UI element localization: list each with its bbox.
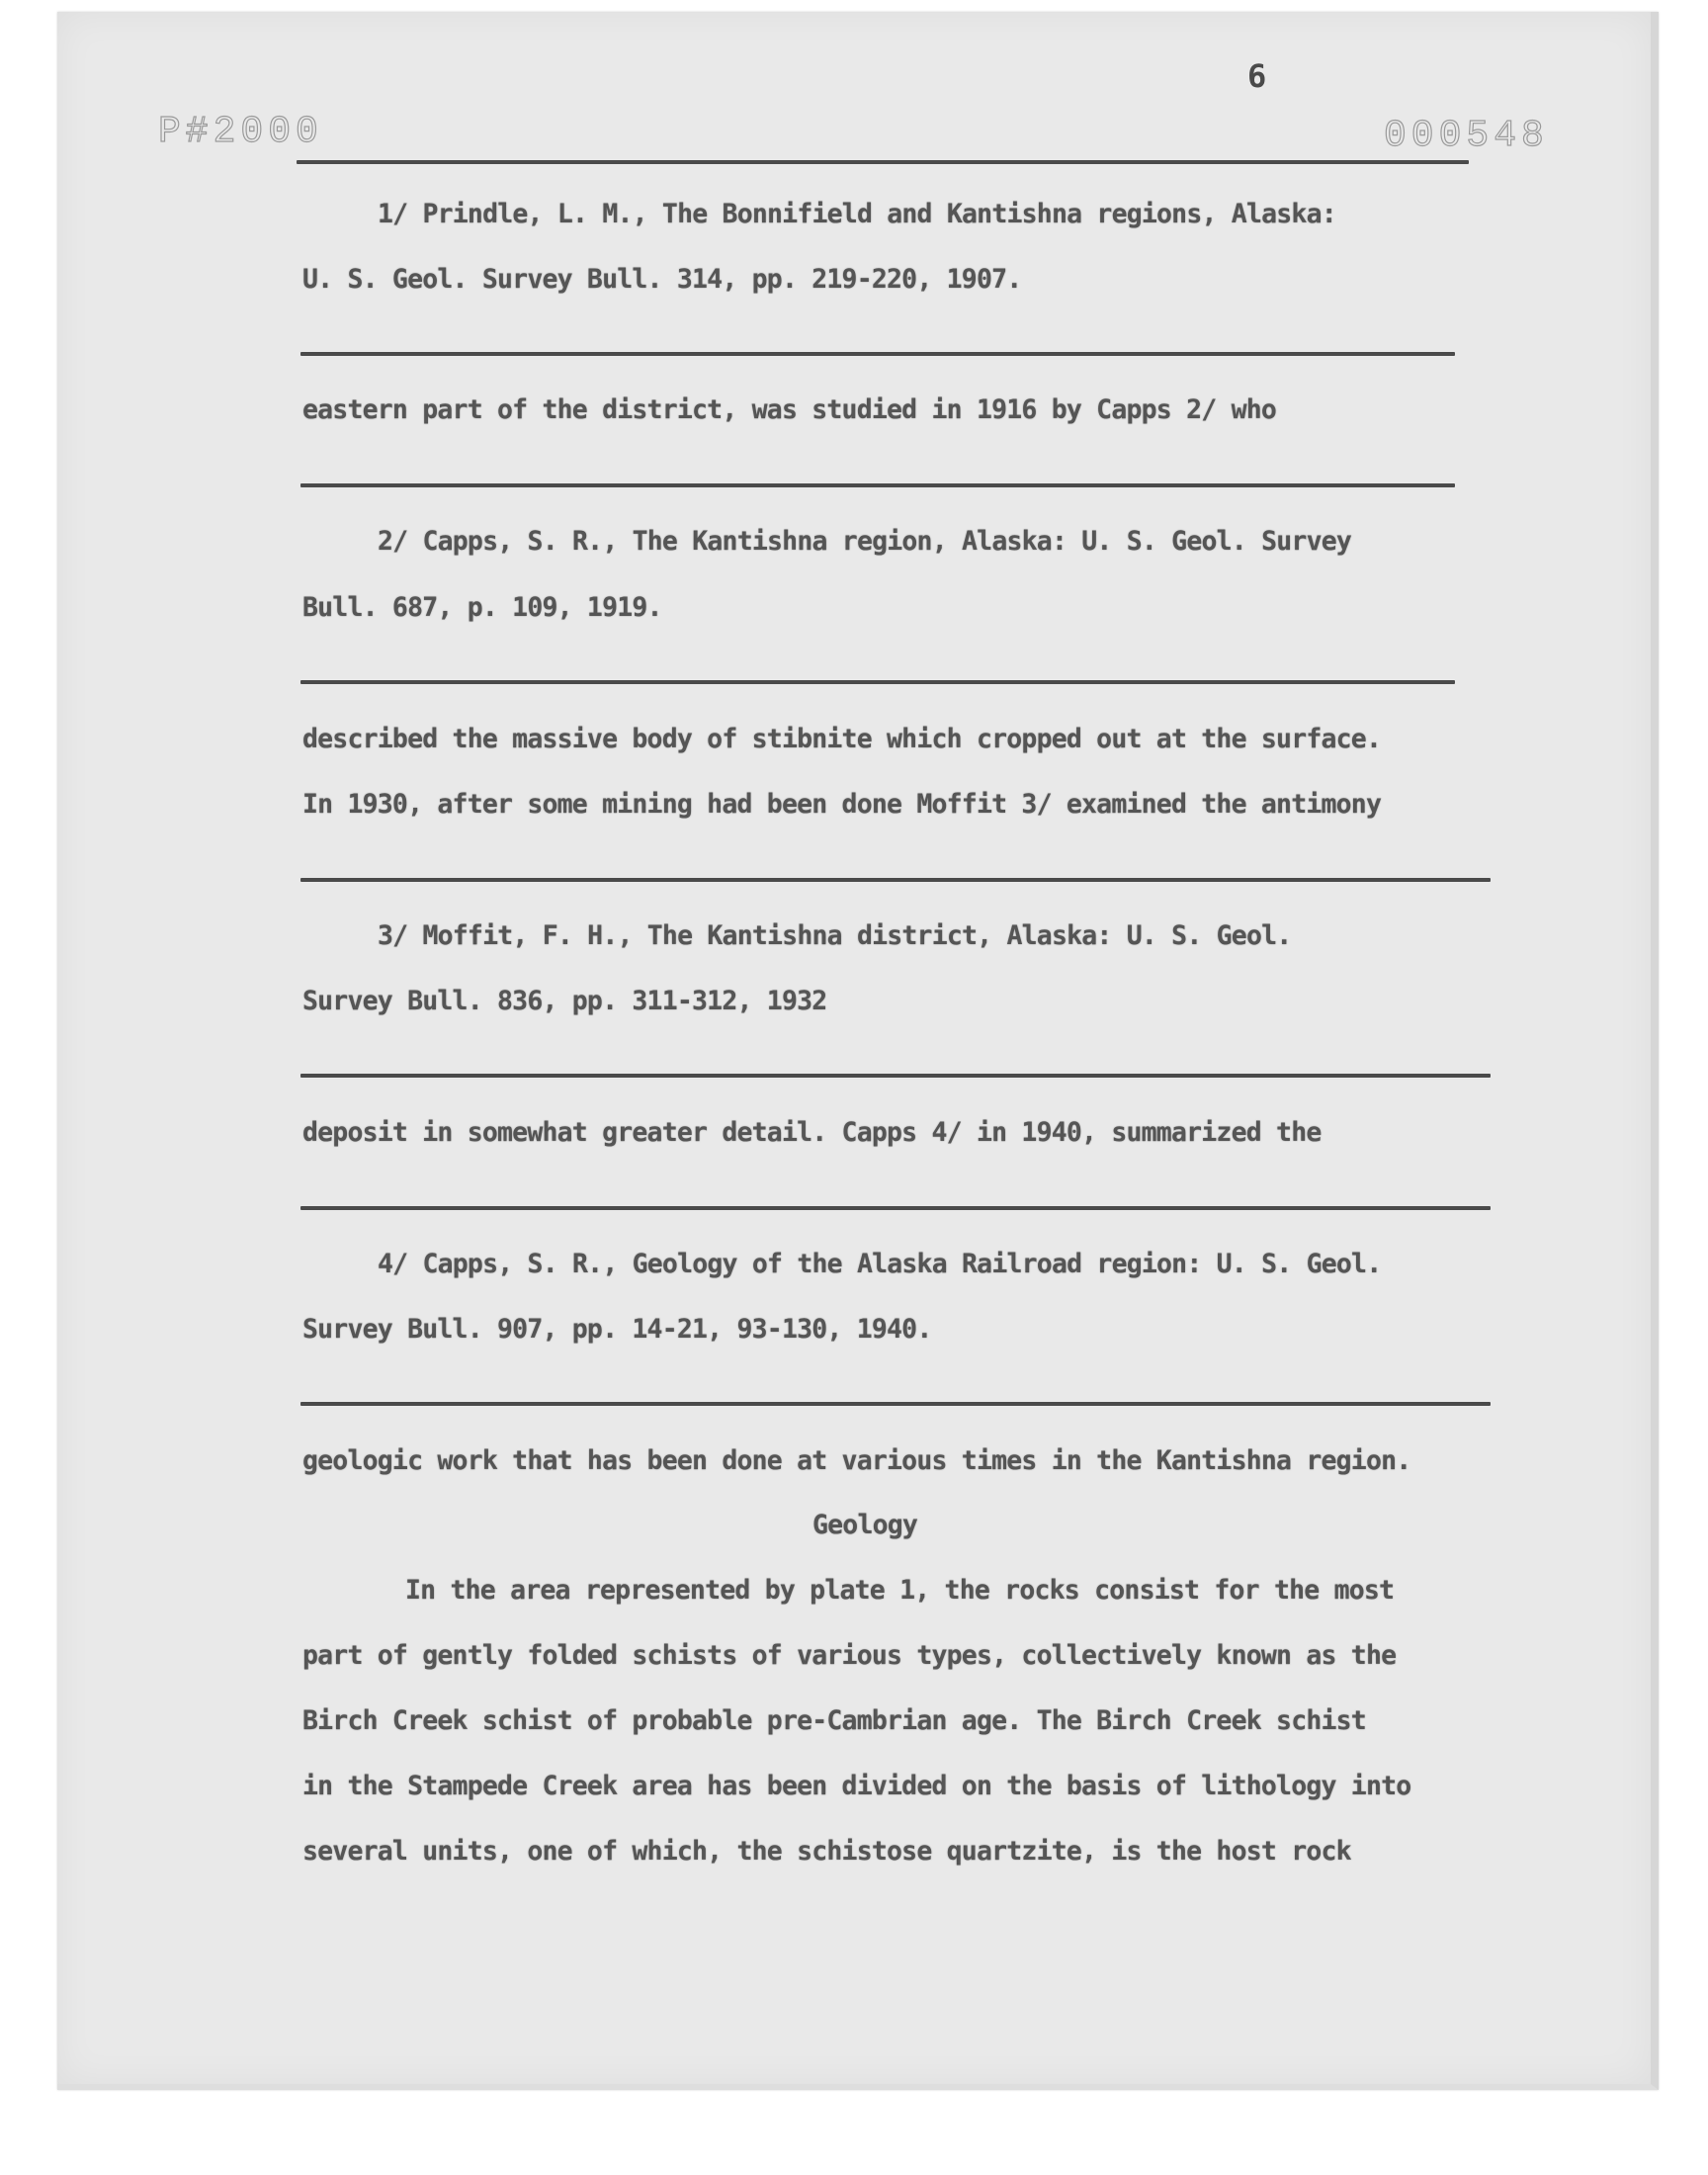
paragraph-line: part of gently folded schists of various types, collectively known as the	[302, 1640, 1397, 1671]
paragraph-line: In the area represented by plate 1, the rocks consist for the most	[405, 1575, 1395, 1606]
footnote-4-line-2: Survey Bull. 907, pp. 14-21, 93-130, 1940.	[302, 1314, 932, 1345]
divider-rule	[300, 1402, 1491, 1406]
footnote-1-line-1: 1/ Prindle, L. M., The Bonnifield and Kantishna regions, Alaska:	[378, 199, 1336, 229]
page-number: 6	[1247, 57, 1267, 95]
stamp-left: P#2000	[158, 111, 323, 153]
body-text-line: In 1930, after some mining had been done Moffit 3/ examined the antimony	[302, 789, 1382, 820]
footnote-4-line-1: 4/ Capps, S. R., Geology of the Alaska Railroad region: U. S. Geol.	[378, 1249, 1382, 1279]
body-text-line: eastern part of the district, was studied in 1916 by Capps 2/ who	[302, 394, 1277, 425]
body-text-line: deposit in somewhat greater detail. Capps 4/ in 1940, summarized the	[302, 1117, 1322, 1148]
body-text-line: described the massive body of stibnite which cropped out at the surface.	[302, 724, 1382, 754]
footnote-1-line-2: U. S. Geol. Survey Bull. 314, pp. 219-220, 1907.	[302, 264, 1022, 295]
divider-rule	[300, 1074, 1491, 1078]
divider-rule	[297, 160, 1469, 164]
divider-rule	[300, 1206, 1491, 1210]
paragraph-line: Birch Creek schist of probable pre-Cambrian age. The Birch Creek schist	[302, 1705, 1366, 1736]
divider-rule	[300, 352, 1455, 356]
body-text-line: geologic work that has been done at various times in the Kantishna region.	[302, 1445, 1411, 1476]
divider-rule	[300, 483, 1455, 487]
divider-rule	[300, 680, 1455, 684]
stamp-right: 000548	[1384, 115, 1549, 157]
paragraph-line: several units, one of which, the schistose quartzite, is the host rock	[302, 1836, 1351, 1867]
footnote-2-line-2: Bull. 687, p. 109, 1919.	[302, 592, 662, 623]
section-heading: Geology	[812, 1510, 918, 1540]
footnote-2-line-1: 2/ Capps, S. R., The Kantishna region, Alaska: U. S. Geol. Survey	[378, 526, 1352, 557]
footnote-3-line-1: 3/ Moffit, F. H., The Kantishna district, Alaska: U. S. Geol.	[378, 920, 1292, 951]
divider-rule	[300, 878, 1491, 882]
footnote-3-line-2: Survey Bull. 836, pp. 311-312, 1932	[302, 986, 827, 1016]
paragraph-line: in the Stampede Creek area has been divided on the basis of lithology into	[302, 1771, 1411, 1801]
